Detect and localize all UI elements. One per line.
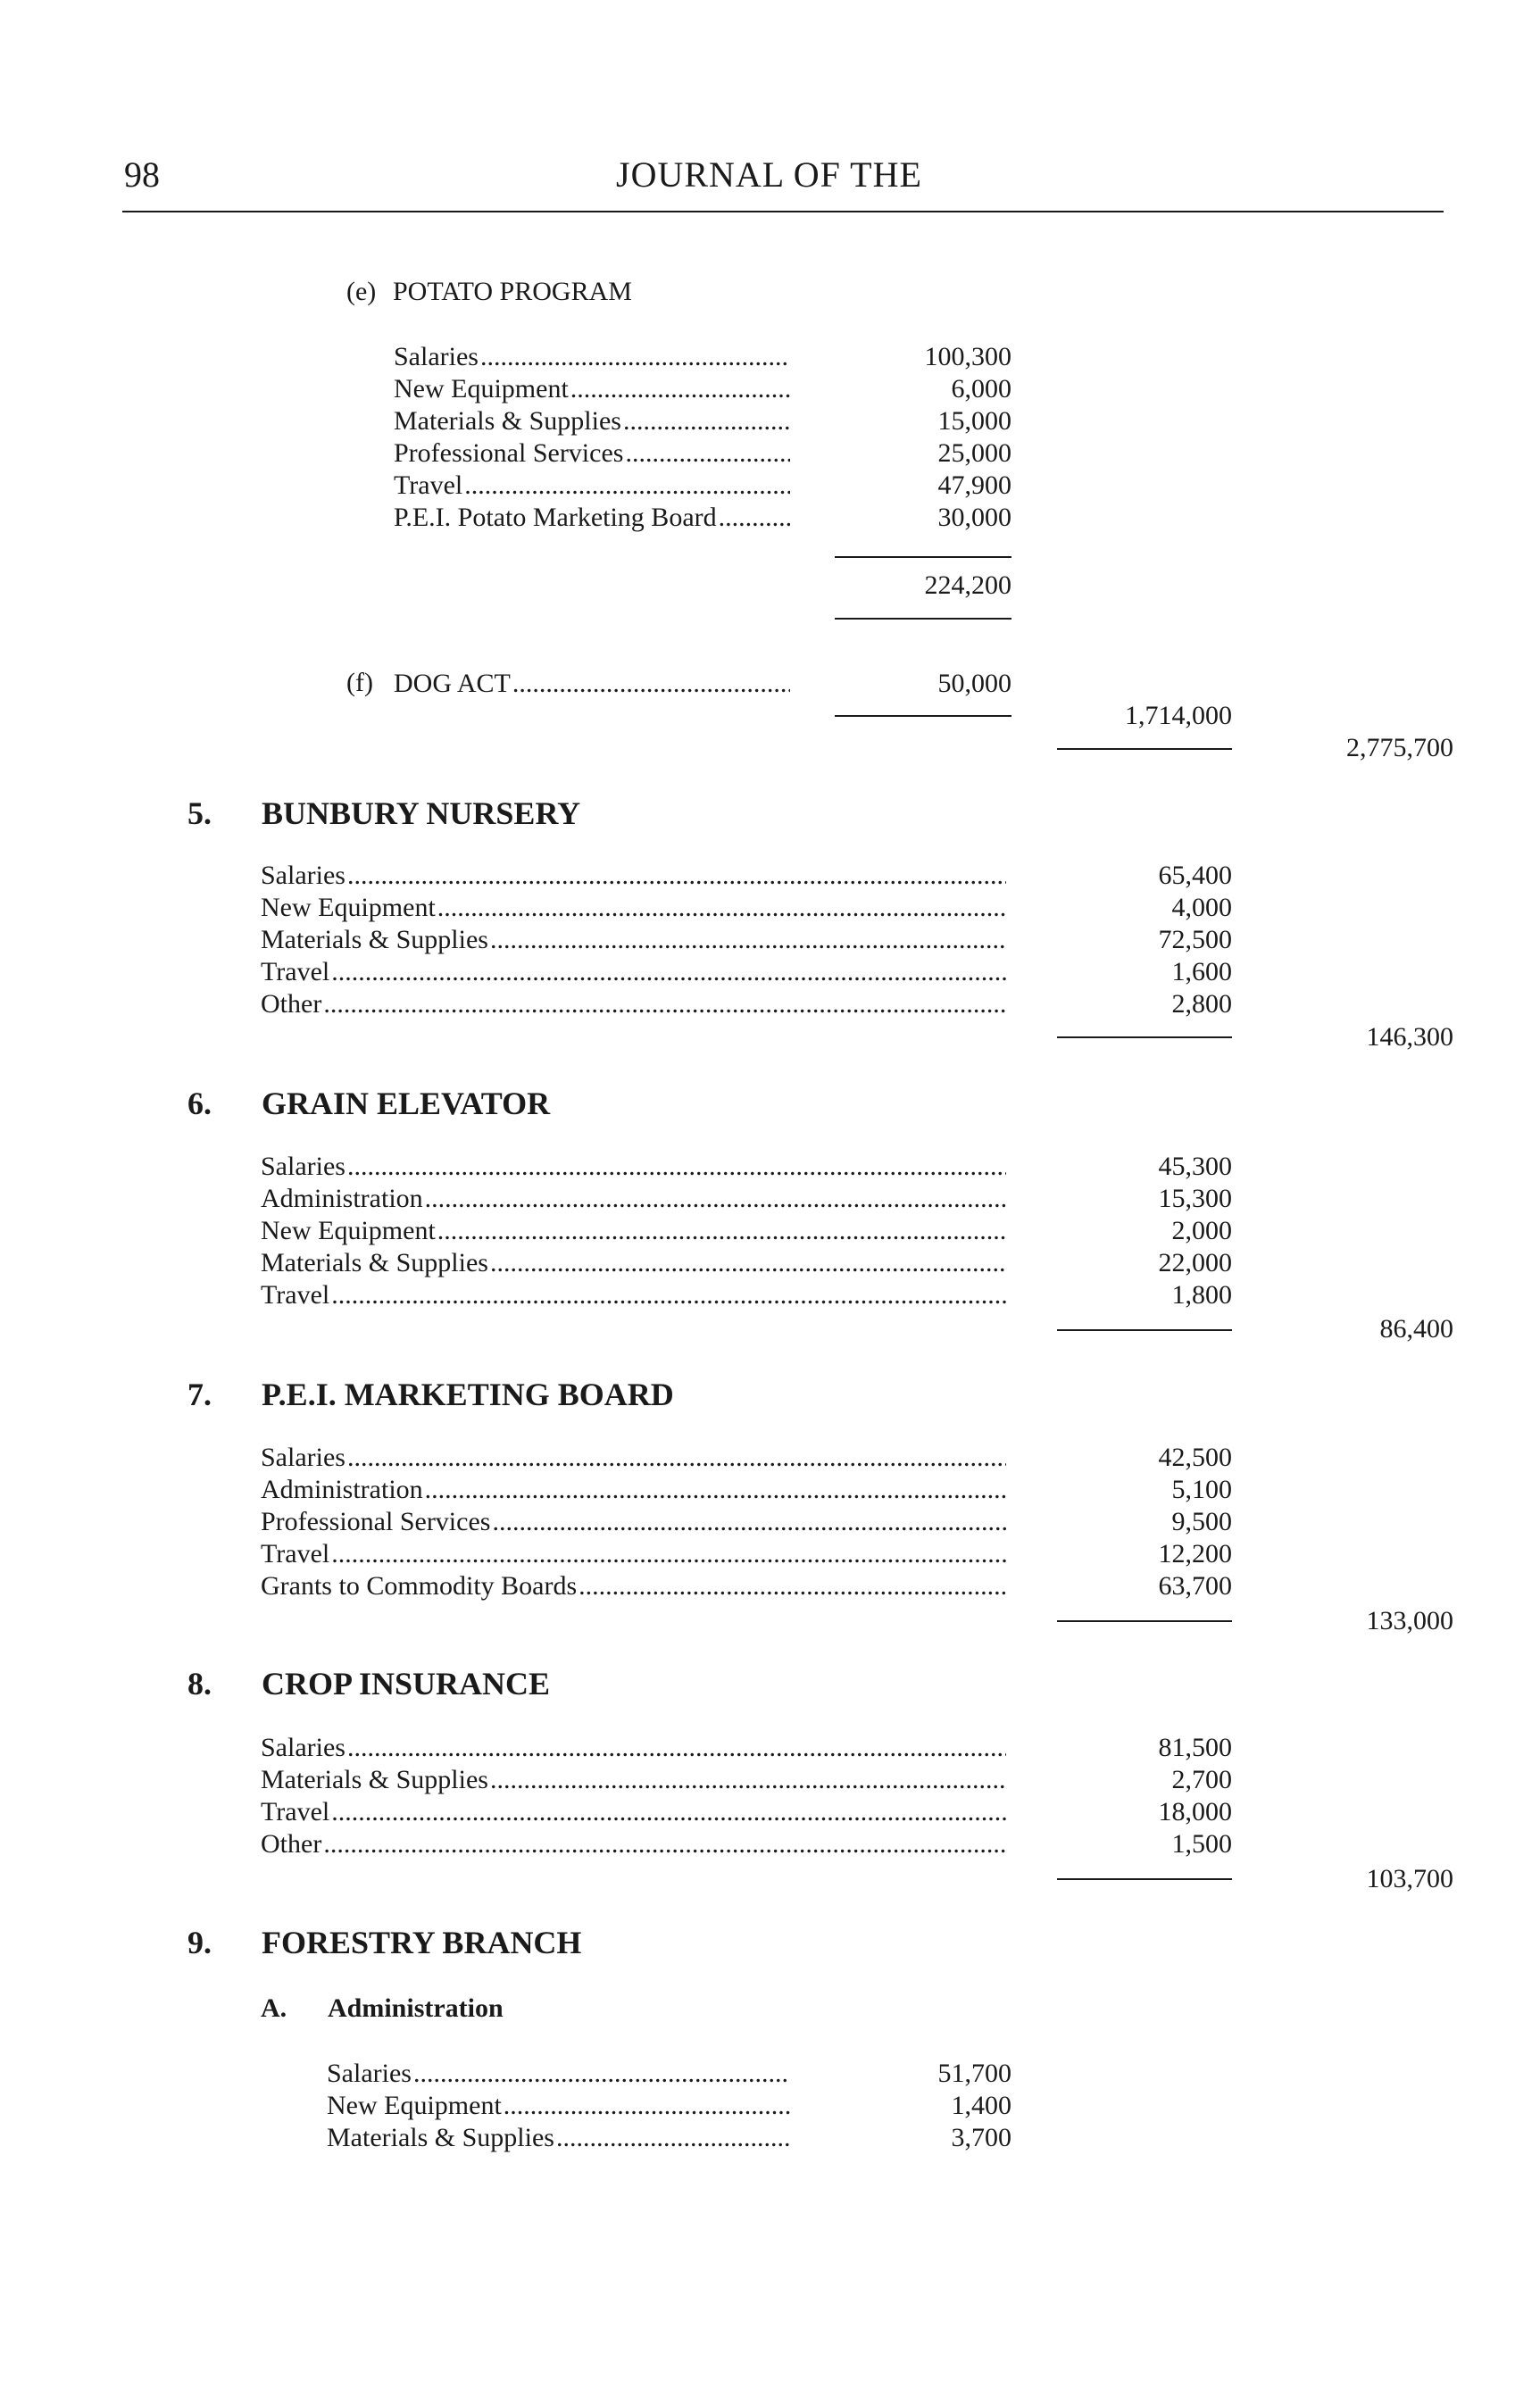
- list-item: Salaries .....: [327, 2058, 790, 2090]
- amount: 63,700: [1158, 1571, 1232, 1601]
- amount: 2,800: [1171, 989, 1232, 1019]
- section-total: 146,300: [1366, 1022, 1453, 1052]
- amount: 51,700: [937, 2059, 1011, 2088]
- rule: [1057, 1036, 1232, 1038]
- list-item: P.E.I. Potato Marketing Board .....: [394, 502, 790, 534]
- list-item: Materials & Supplies .....: [261, 1764, 1006, 1796]
- amount: 1,800: [1171, 1280, 1232, 1310]
- list-item: Professional Services .....: [394, 437, 790, 470]
- list-item: Salaries .....: [261, 860, 1006, 892]
- list-item: Other .....: [261, 1828, 1006, 1860]
- amount: 15,300: [1158, 1184, 1232, 1213]
- running-title: JOURNAL OF THE: [616, 154, 922, 195]
- dog-act-label: (f): [346, 668, 373, 697]
- amount: 47,900: [937, 470, 1011, 500]
- section-total: 133,000: [1366, 1606, 1453, 1635]
- group-total: 1,714,000: [1125, 701, 1232, 730]
- amount: 12,200: [1158, 1539, 1232, 1568]
- amount: 18,000: [1158, 1797, 1232, 1826]
- list-item: Administration .....: [261, 1474, 1006, 1506]
- section-title: BUNBURY NURSERY: [262, 795, 581, 831]
- list-item: Administration .....: [261, 1183, 1006, 1215]
- section-total: 86,400: [1379, 1314, 1453, 1344]
- amount: 4,000: [1171, 893, 1232, 922]
- rule: [1057, 1620, 1232, 1622]
- list-item: Grants to Commodity Boards .....: [261, 1570, 1006, 1602]
- section-number: 6.: [187, 1086, 212, 1121]
- rule: [835, 556, 1011, 558]
- list-item: Travel .....: [261, 1796, 1006, 1828]
- list-item: New Equipment .....: [394, 373, 790, 405]
- section-number: 5.: [187, 795, 212, 831]
- list-item: Travel .....: [261, 956, 1006, 988]
- amount: 1,400: [951, 2091, 1011, 2120]
- section-title: CROP INSURANCE: [262, 1666, 551, 1702]
- list-item: Salaries .....: [261, 1151, 1006, 1183]
- amount: 3,700: [951, 2123, 1011, 2152]
- section-total: 2,775,700: [1346, 733, 1453, 762]
- amount: 81,500: [1158, 1733, 1232, 1762]
- amount: 6,000: [951, 374, 1011, 404]
- section-number: 7.: [187, 1377, 212, 1412]
- amount: 22,000: [1158, 1248, 1232, 1277]
- rule: [1057, 748, 1232, 750]
- rule: [835, 715, 1011, 717]
- subsection-title: Administration: [328, 1993, 504, 2023]
- list-item: Materials & Supplies .....: [261, 1247, 1006, 1279]
- amount: 50,000: [937, 669, 1011, 698]
- section-total: 103,700: [1366, 1864, 1453, 1893]
- list-item: Travel .....: [261, 1279, 1006, 1311]
- section-title: FORESTRY BRANCH: [262, 1925, 582, 1960]
- potato-title: POTATO PROGRAM: [393, 277, 632, 306]
- rule: [1057, 1878, 1232, 1880]
- amount: 9,500: [1171, 1507, 1232, 1536]
- section-number: 9.: [187, 1925, 212, 1960]
- section-title: GRAIN ELEVATOR: [262, 1086, 551, 1121]
- amount: 5,100: [1171, 1475, 1232, 1504]
- list-item: Travel .....: [394, 470, 790, 502]
- list-item: Salaries .....: [261, 1732, 1006, 1764]
- header-rule: [122, 211, 1444, 212]
- amount: 15,000: [937, 406, 1011, 436]
- amount: 65,400: [1158, 861, 1232, 890]
- section-title: P.E.I. MARKETING BOARD: [262, 1377, 674, 1412]
- rule: [835, 618, 1011, 620]
- potato-label: (e): [346, 277, 377, 306]
- list-item: Materials & Supplies .....: [261, 924, 1006, 956]
- amount: 2,000: [1171, 1216, 1232, 1245]
- amount: 45,300: [1158, 1152, 1232, 1181]
- page-number: 98: [124, 154, 160, 195]
- list-item: Salaries .....: [261, 1442, 1006, 1474]
- amount: 25,000: [937, 438, 1011, 468]
- amount: 1,600: [1171, 957, 1232, 986]
- list-item: DOG ACT .....: [394, 668, 790, 700]
- list-item: Materials & Supplies .....: [327, 2122, 790, 2154]
- list-item: New Equipment .....: [261, 892, 1006, 924]
- list-item: New Equipment .....: [327, 2090, 790, 2122]
- subsection-label: A.: [261, 1993, 287, 2023]
- rule: [1057, 1329, 1232, 1331]
- list-item: Travel .....: [261, 1538, 1006, 1570]
- amount: 1,500: [1171, 1829, 1232, 1859]
- list-item: Salaries .....: [394, 341, 790, 373]
- section-number: 8.: [187, 1666, 212, 1702]
- amount: 2,700: [1171, 1765, 1232, 1794]
- potato-subtotal: 224,200: [924, 570, 1011, 600]
- amount: 30,000: [937, 503, 1011, 532]
- amount: 72,500: [1158, 925, 1232, 954]
- amount: 100,300: [924, 342, 1011, 371]
- list-item: Materials & Supplies .....: [394, 405, 790, 437]
- amount: 42,500: [1158, 1443, 1232, 1472]
- list-item: Other .....: [261, 988, 1006, 1020]
- list-item: Professional Services .....: [261, 1506, 1006, 1538]
- list-item: New Equipment .....: [261, 1215, 1006, 1247]
